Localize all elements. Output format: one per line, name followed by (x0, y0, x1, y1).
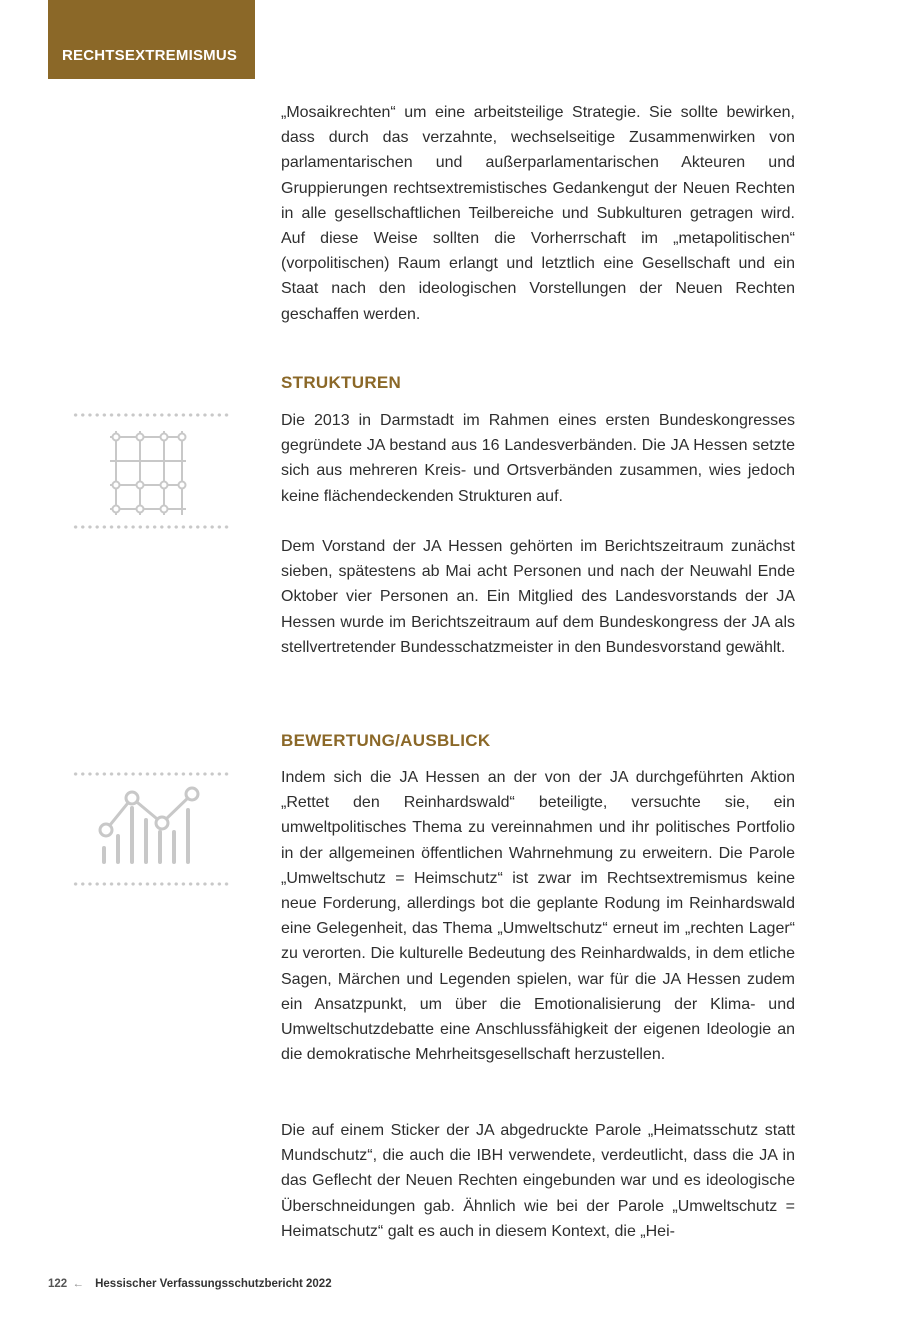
bewertung-paragraph-2-block (281, 1118, 795, 1244)
strukturen-paragraph-2: Dem Vorstand der JA Hessen gehörten im Berichtszeitraum zunächst sieben, spätestens ab Mai acht Personen und nach der Neuwahl Ende Oktober vier Personen an. Ein Mitglied des Landesvorstands der JA Hessen wurde im Berichtszeitraum auf dem Bundeskongress der JA als stellvertretender Bundesschatzmeister in den Bundesvorstand gewählt. (281, 538, 795, 656)
intro-paragraph-block (281, 100, 795, 327)
intro-paragraph: „Mosaikrechten“ um eine arbeitsteilige Strategie. Sie sollte bewirken, dass durch das verzahnte, wechselseitige Zusammenwirken von parlamentarischen und außerparlamentarischen Akteuren und Gruppierungen rechtsextremistisches Gedankengut der Neuen Rechten in alle gesellschaftlichen Teilbereiche und Subkulturen getragen wird. Auf diese Weise sollten die Vorherrschaft im „metapolitischen“ (vorpolitischen) Raum erlangt und letztlich eine Gesellschaft und ein Staat nach den ideologischen Vorstellungen der Neuen Rechten geschaffen werden. (281, 104, 795, 323)
back-arrow-icon[interactable]: ← (72, 1278, 84, 1290)
bewertung-paragraph-1: Indem sich die JA Hessen an der von der JA durchgeführten Aktion „Rettet den Reinhardswald“ beteiligte, versuchte sie, ein umweltpolitisches Thema zu vereinnahmen und ihr politisches Portfolio in der allgemeinen öffentlichen Wahrnehmung zu erweitern. Die Parole „Umweltschutz = Heimschutz“ ist zwar im Rechtsextremismus keine neue Forderung, allerdings bot die geplante Rodung im Reinhardswald eine Gelegenheit, das Thema „Umweltschutz“ erneut im „rechten Lager“ zu verorten. Die kulturelle Bedeutung des Reinhardwalds, in dem etliche Sagen, Märchen und Legenden spielen, war für die JA Hessen zudem ein Ansatzpunkt, um über die Emotionalisierung der Klima- und Umweltschutzdebatte eine Anschlussfähigkeit der eigenen Ideologie an die demokratische Mehrheitsgesellschaft herzustellen. (281, 769, 795, 1064)
page-number: 122 (48, 1278, 68, 1290)
section-header-tab (48, 0, 255, 79)
section-label: RECHTSEXTREMISMUS (62, 47, 238, 64)
bewertung-paragraph-1-block (281, 765, 795, 1067)
grid-network-icon (72, 413, 230, 529)
strukturen-paragraph-2-block (281, 534, 795, 660)
page-footer (48, 1278, 332, 1290)
heading-bewertung-ausblick: BEWERTUNG/AUSBLICK (281, 731, 491, 750)
strukturen-paragraph-1-block (281, 408, 795, 509)
heading-strukturen: STRUKTUREN (281, 373, 402, 392)
strukturen-paragraph-1: Die 2013 in Darmstadt im Rahmen eines ersten Bundeskongresses gegründete JA bestand aus 16 Landesverbänden. Die JA Hessen setzte sich aus mehreren Kreis- und Ortsverbänden zusammen, wies jedoch keine flächendeckenden Strukturen auf. (281, 412, 795, 505)
trend-chart-icon (72, 772, 230, 886)
dotted-divider-bottom (72, 525, 230, 529)
publication-title: Hessischer Verfassungsschutzbericht 2022 (95, 1278, 332, 1290)
dotted-divider-bottom (72, 882, 230, 886)
bewertung-paragraph-2: Die auf einem Sticker der JA abgedruckte Parole „Heimatsschutz statt Mundschutz“, die auch die IBH verwendete, verdeutlicht, dass die JA in das Geflecht der Neuen Rechten eingebunden war und es ideologische Überschneidungen gab. Ähnlich wie bei der Parole „Umweltschutz = Heimatschutz“ galt es auch in diesem Kontext, die „Hei- (281, 1122, 795, 1240)
